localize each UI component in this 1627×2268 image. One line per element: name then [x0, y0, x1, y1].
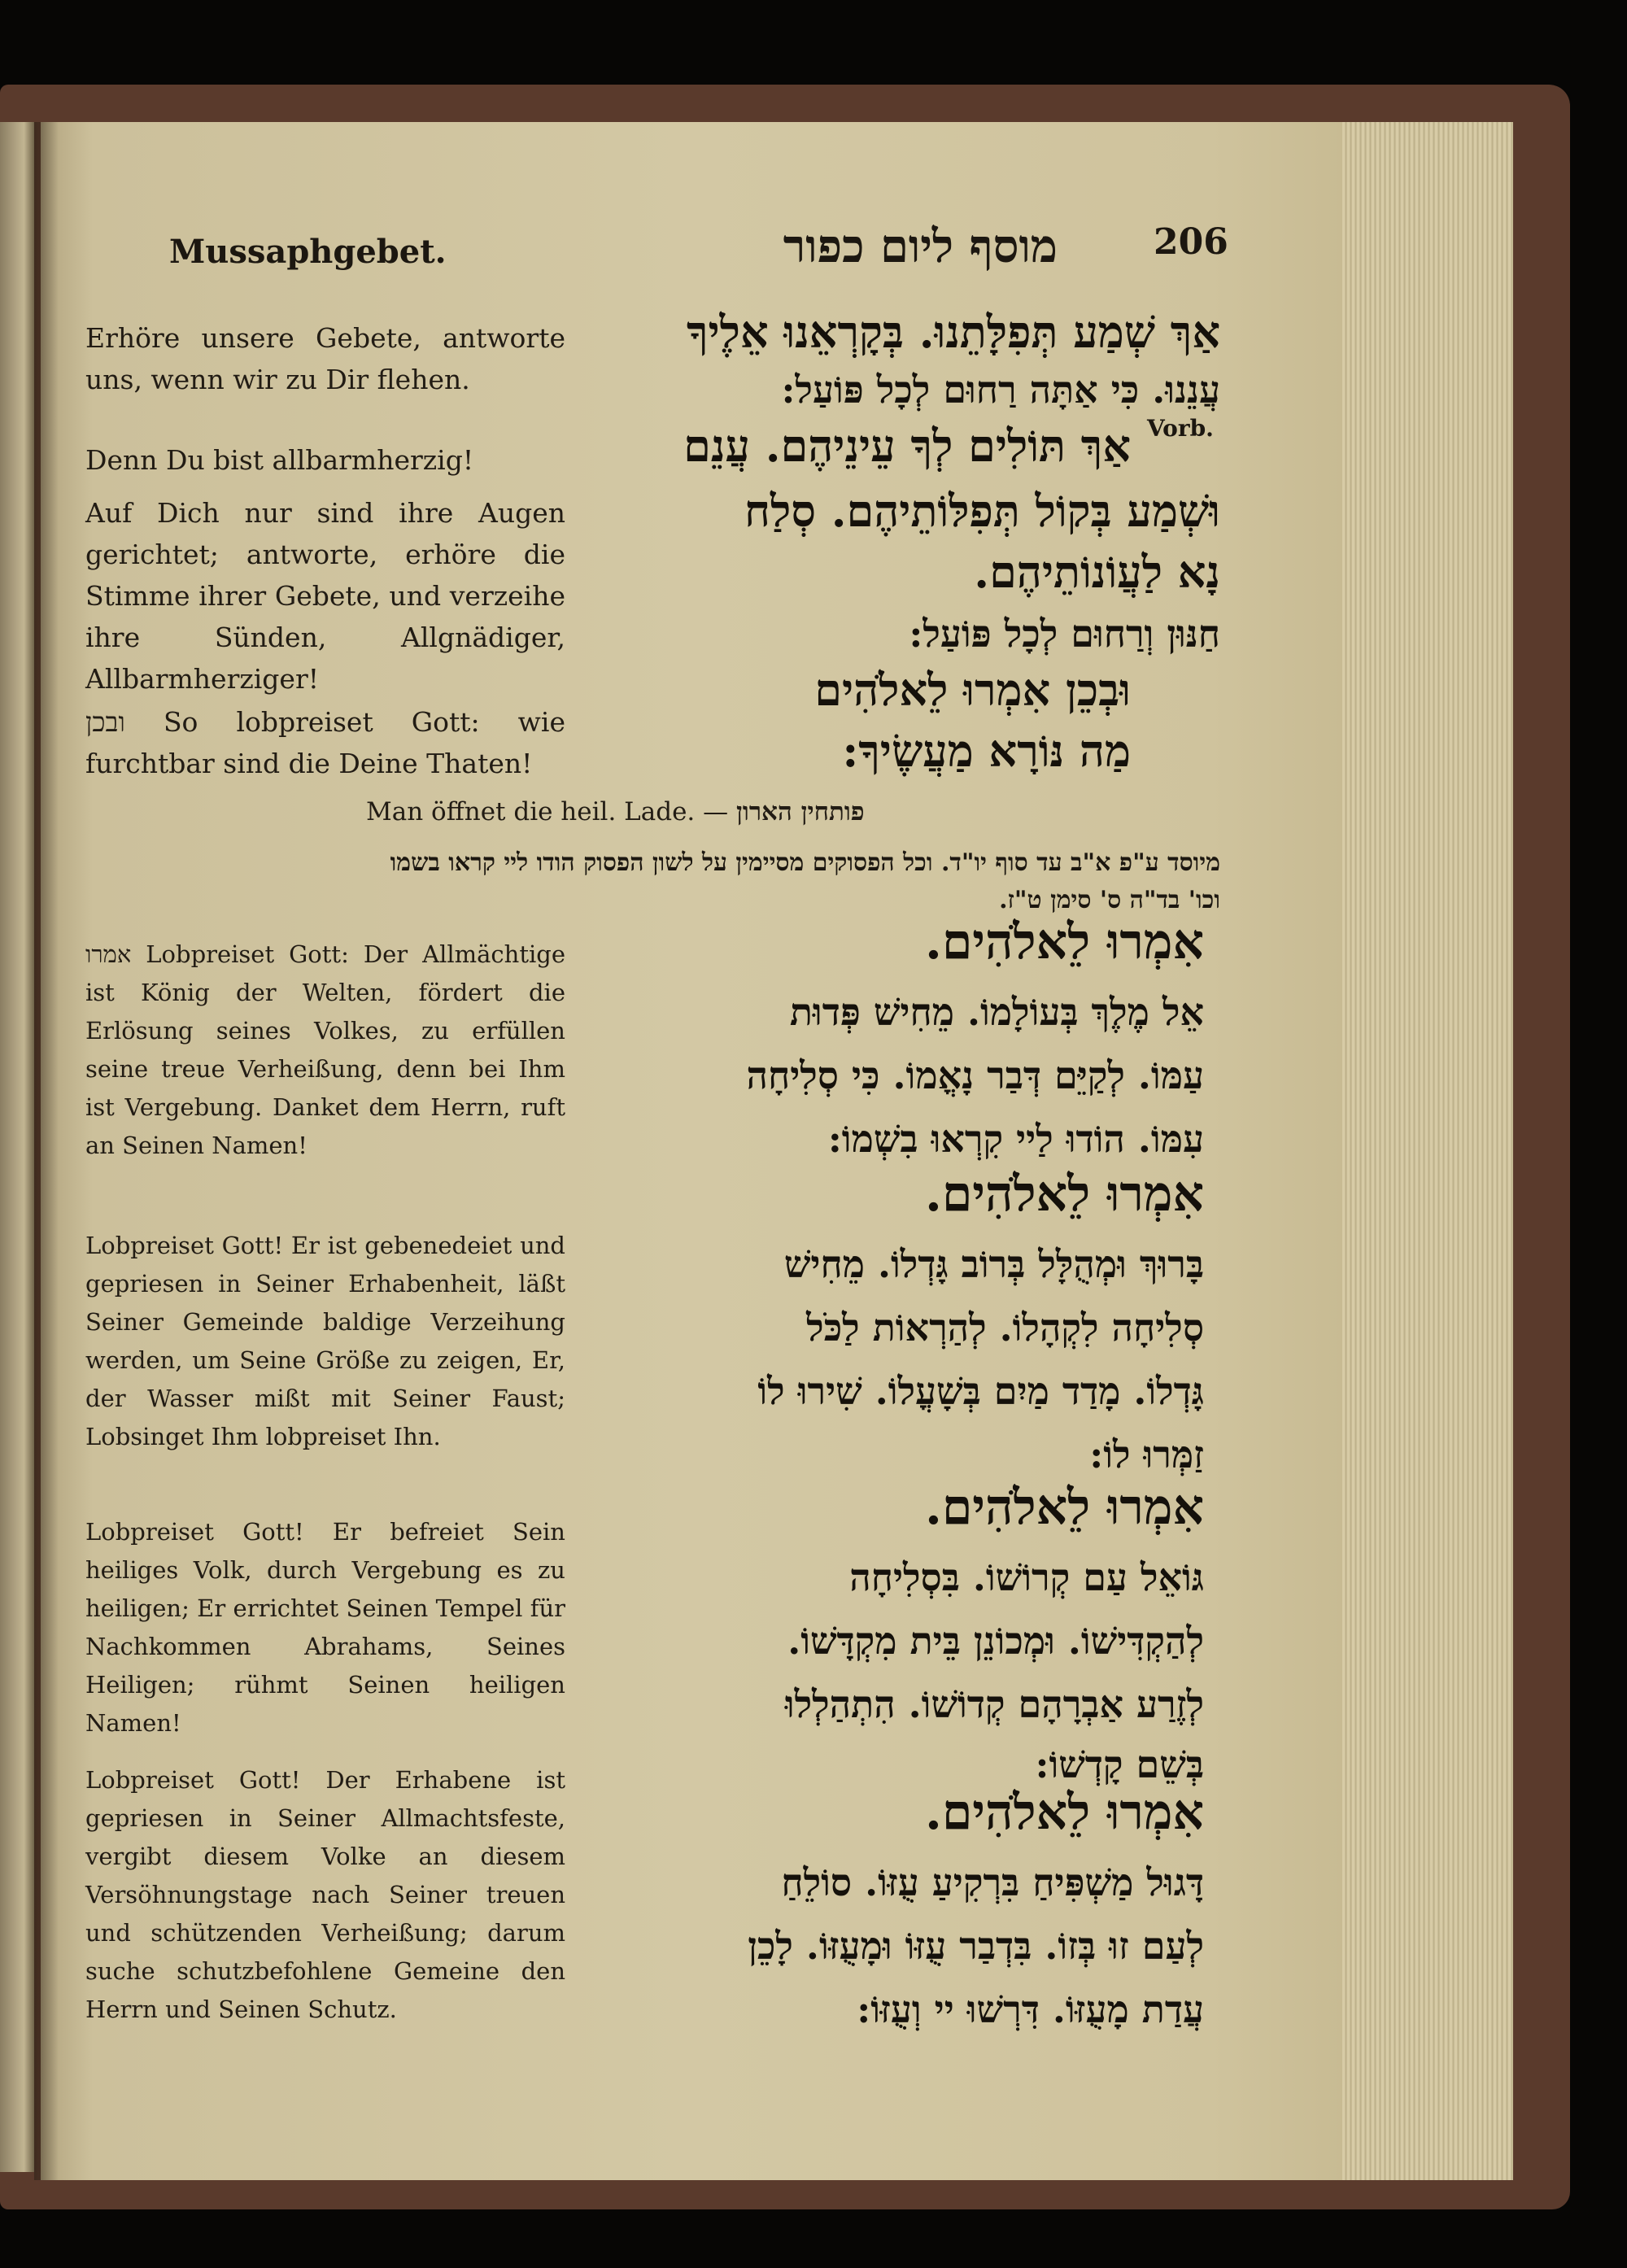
hebrew-line: בָּרוּךְ וּמְהֻלָּל בְּרוֹב גָּדְלוֹ. מֵחִישׁ	[783, 1242, 1204, 1286]
ark-note-german: Man öffnet die heil. Lade. —	[366, 797, 729, 827]
refrain: אִמְרוּ לֵאלֹהִים.	[924, 1479, 1204, 1536]
hebrew-cue: ובכן	[85, 706, 125, 738]
refrain: אִמְרוּ לֵאלֹהִים.	[924, 1166, 1204, 1223]
hebrew-line: אַךְ תּוֹלִים לְךָ עֵינֵיהֶם. עֲנֵם	[683, 420, 1131, 472]
german-paragraph	[85, 701, 565, 784]
hebrew-line: עַמּוֹ. לְקַיֵּם דְּבַר נָאֳמוֹ. כִּי סְלִיחָה	[746, 1053, 1204, 1097]
hebrew-line: לְהַקְדִּישׁוֹ. וּמְכוֹנֵן בֵּית מִקְדָּשׁוֹ.	[787, 1619, 1204, 1663]
page-block-edge	[1342, 122, 1513, 2180]
hebrew-line: וּשְׁמַע בְּקוֹל תְּפִלּוֹתֵיהֶם. סְלַח	[744, 485, 1220, 537]
ark-opening-note	[366, 797, 952, 827]
hebrew-line: גָּדְלוֹ. מָדַד מַיִם בְּשָׁעֳלוֹ. שִׁירוּ לוֹ	[757, 1369, 1204, 1413]
german-paragraph: Denn Du bist allbarmherzig!	[85, 444, 474, 476]
ark-note-hebrew: פותחין הארון	[736, 797, 865, 827]
rubric-line: וכו' בד"ה ס' סימן ט"ז.	[999, 886, 1220, 914]
hebrew-line: אֵל מֶלֶךְ בְּעוֹלָמוֹ. מֵחִישׁ פְּדוּת	[789, 990, 1204, 1034]
hebrew-line: אַךְ שְׁמַע תְּפִלָּתֵנוּ. בְּקָרְאֵנוּ אֵלֶיךָ	[687, 306, 1220, 358]
german-paragraph: Lobpreiset Gott! Der Erhabene ist gepriesen in Seiner Allmachtsfeste, vergibt diesem Volke an diesem Versöhnungstage nach Seiner treuen und schützenden Verheißung; darum suche schutzbefohlene Gemeine den Herrn und Seinen Schutz.	[85, 1766, 565, 2023]
german-paragraph: Erhöre unsere Gebete, antworte uns, wenn wir zu Dir flehen.	[85, 322, 565, 395]
hebrew-line: סְלִיחָה לִקְהָלוֹ. לְהַרְאוֹת לַכֹּל	[806, 1306, 1204, 1350]
hebrew-line: לְזֶרַע אַבְרָהָם קְדוֹשׁוֹ. הִתְהַלְלוּ	[784, 1682, 1204, 1726]
german-paragraph: Auf Dich nur sind ihre Augen gerichtet; antworte, erhöre die Stimme ihrer Gebete, und verzeihe ihre Sünden, Allgnädiger, Allbarmherziger!	[85, 497, 565, 695]
reader-marker: Vorb.	[1147, 415, 1214, 442]
hebrew-line: נָא לַעֲוֹנוֹתֵיהֶם.	[974, 546, 1220, 598]
rubric-note	[81, 844, 1220, 919]
german-paragraph: Lobpreiset Gott! Er ist gebenedeiet und gepriesen in Seiner Erhabenheit, läßt Seiner Gemeinde baldige Verzeihung werden, um Seine Größe zu zeigen, Er, der Wasser mißt mit Seiner Faust; Lobsinget Ihm lobpreiset Ihn.	[85, 1232, 565, 1450]
refrain: אִמְרוּ לֵאלֹהִים.	[924, 914, 1204, 970]
page-number: 206	[1154, 221, 1228, 263]
refrain: אִמְרוּ לֵאלֹהִים.	[924, 1784, 1204, 1841]
hebrew-line: מַה נּוֹרָא מַעֲשֶׂיךָ:	[842, 725, 1131, 777]
hebrew-line: עִמּוֹ. הוֹדוּ לַיי קִרְאוּ בִשְׁמוֹ:	[827, 1117, 1204, 1161]
hebrew-line: עֲדַת מָעֻזּוֹ. דִּרְשׁוּ יי וְעֻזּוֹ:	[857, 1987, 1204, 2031]
hebrew-line: דָּגוּל מַשְׁפִּיחַ בִּרְקִיעַ עֻזּוֹ. סוֹלֵחַ	[781, 1860, 1204, 1904]
hebrew-line: עֲנֵנוּ. כִּי אַתָּה רַחוּם לְכָל פּוֹעַל:	[781, 368, 1220, 412]
gutter-shadow	[34, 122, 59, 2180]
rubric-line: מיוסד ע"פ א"ב עד סוף יו"ד. וכל הפסוקים מסיימין על לשון הפסוק הודו ליי קראו בשמו	[390, 848, 1220, 877]
hebrew-line: חַנּוּן וְרַחוּם לְכָל פּוֹעַל:	[909, 612, 1220, 656]
hebrew-line: וּבְכֵן אִמְרוּ לֵאלֹהִים	[814, 664, 1131, 716]
hebrew-line: גּוֹאֵל עַם קְרוֹשׁוֹ. בִּסְלִיחָה	[849, 1555, 1204, 1599]
running-header-german: Mussaphgebet.	[169, 233, 447, 271]
german-paragraph: Lobpreiset Gott! Er befreiet Sein heiliges Volk, durch Vergebung es zu heiligen; Er errichtet Seinen Tempel für Nachkommen Abrahams, Seines Heiligen; rühmt Seinen heiligen Namen!	[85, 1518, 565, 1737]
hebrew-line: בְּשֵׁם קָדְשׁוֹ:	[1035, 1742, 1204, 1786]
german-text: Lobpreiset Gott: Der Allmächtige ist König der Welten, fördert die Erlösung seines Volkes, zu erfüllen seine treue Verheißung, denn bei Ihm ist Vergebung. Danket dem Herrn, ruft an Seinen Namen!	[85, 940, 565, 1159]
hebrew-cue: אמרו	[85, 940, 132, 968]
running-header-hebrew: מוסף ליום כפור	[783, 220, 1058, 273]
german-paragraph	[85, 936, 565, 1165]
hebrew-line: זַמְּרוּ לוֹ:	[1089, 1433, 1204, 1476]
german-text: So lobpreiset Gott: wie furchtbar sind die Deine Thaten!	[85, 706, 565, 779]
hebrew-line: לְעַם זוּ בְּזוֹ. בִּדְבַר עֻזּוֹ וּמָעֻזּוֹ. לָכֵן	[748, 1924, 1204, 1968]
facing-page-edge	[0, 122, 34, 2172]
